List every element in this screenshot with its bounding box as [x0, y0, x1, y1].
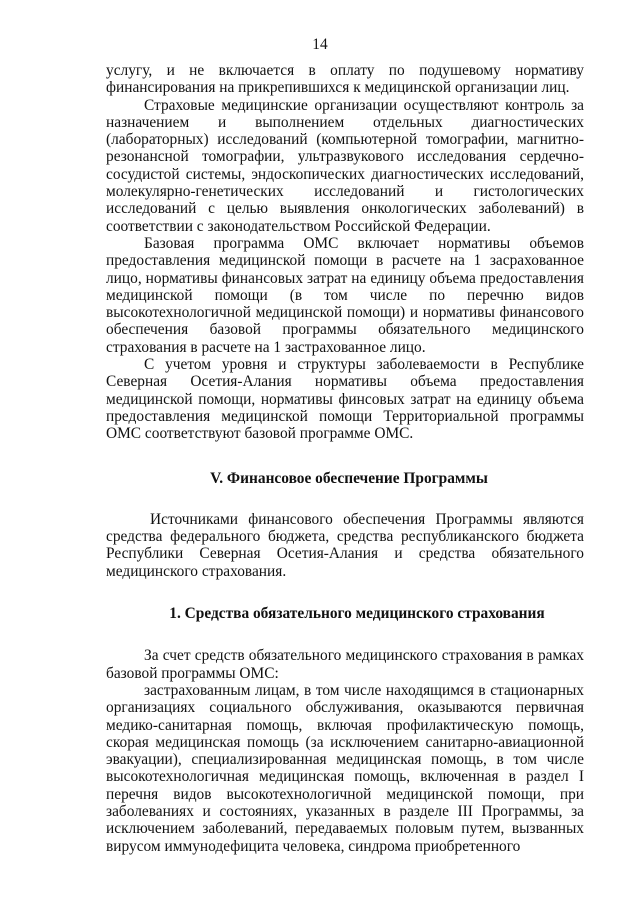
- page-number: 14: [312, 36, 328, 53]
- section-heading: V. Финансовое обеспечение Программы: [210, 469, 488, 487]
- subsection-heading: 1. Средства обязательного медицинского страхования: [169, 605, 545, 623]
- paragraph-insurance-control: Страховые медицинские организации осуществляют контроль за назначением и выполнением отдельных диагностических (лабораторных) исследований (компьютерной томографии, магнитно-резонансной томографии, ультразвукового исследования сердечно-сосудистой системы, эндоскопических диагностических исследований, молекулярно-генетических исследований и гистологических исследований с целью выявления онкологических заболеваний) в соответствии с законодательством Российской Федерации.: [106, 96, 584, 235]
- paragraph-oms-intro: За счет средств обязательного медицинского страхования в рамках базовой программы ОМС:: [106, 647, 584, 682]
- paragraph-base-program: Базовая программа ОМС включает нормативы объемов предоставления медицинской помощи в расчете на 1 засрахованное лицо, нормативы финансовых затрат на единицу объема предоставления медицинской помощи (в том числе по перечню видов высокотехнологичной медицинской помощи) и нормативы финансового обеспечения базовой программы обязательного медицинского страхования в расчете на 1 застрахованное лицо.: [106, 234, 584, 356]
- paragraph-continuation: услугу, и не включается в оплату по подушевому нормативу финансирования на прикрепившихся к медицинской организации лиц.: [106, 62, 584, 97]
- paragraph-insured-persons: застрахованным лицам, в том числе находящимся в стационарных организациях социального обслуживания, оказываются первичная медико-санитарная помощь, включая профилактическую помощь, скорая медицинская помощь (за исключением санитарно-авиационной эвакуации), специализированная медицинская помощь, в том числе высокотехнологичная медицинская помощь, включенная в раздел I перечня видов высокотехнологичной медицинской помощи, при заболеваниях и состояниях, указанных в разделе III Программы, за исключением заболеваний, передаваемых половым путем, вызванных вирусом иммунодефицита человека, синдрома приобретенного: [106, 681, 584, 855]
- paragraph-funding-sources: Источниками финансового обеспечения Программы являются средства федерального бюджета, средства республиканского бюджета Республики Северная Осетия-Алания и средства обязательного медицинского страхования.: [106, 510, 584, 580]
- paragraph-regional-norms: С учетом уровня и структуры заболеваемости в Республике Северная Осетия-Алания нормативы объема предоставления медицинской помощи, нормативы финсовых затрат на единицу объема предоставления медицинской помощи Территориальной программы ОМС соответствуют базовой программе ОМС.: [106, 356, 584, 443]
- page-body: [106, 62, 584, 855]
